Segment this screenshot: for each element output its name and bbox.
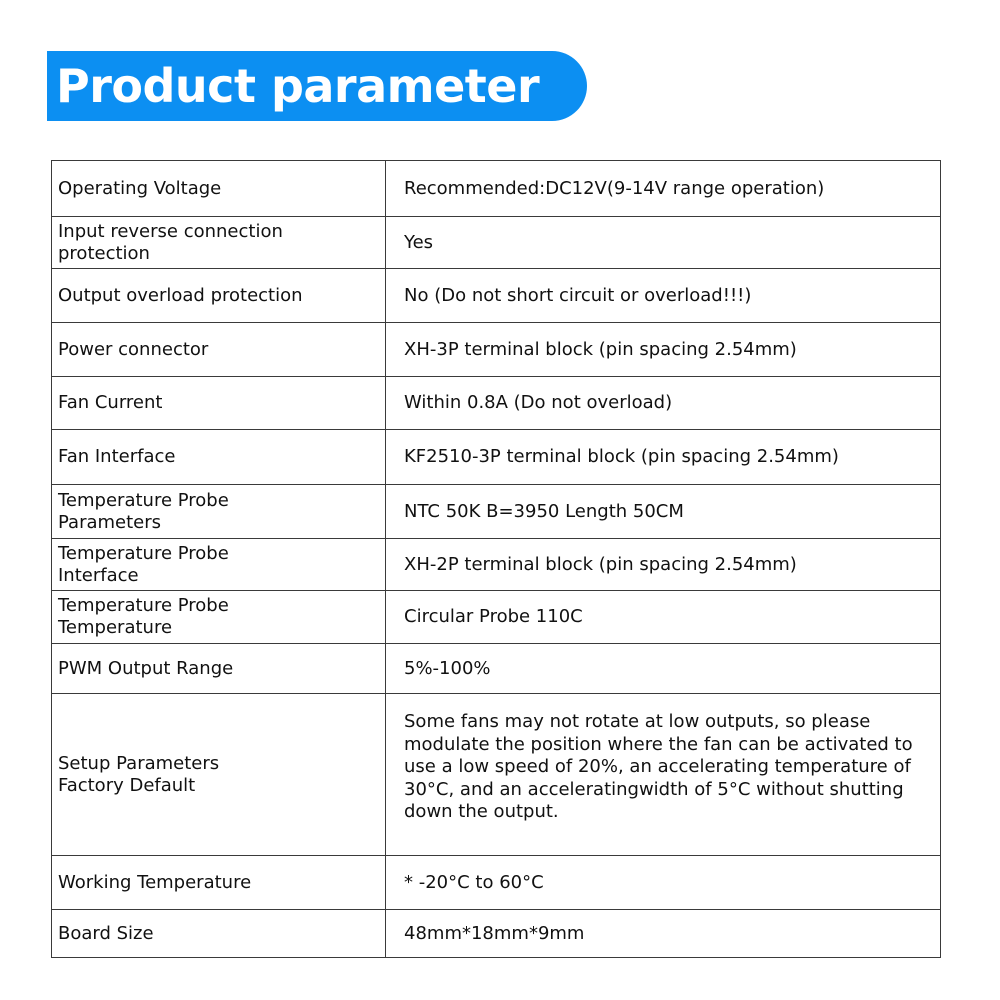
parameter-value: 5%-100%: [386, 644, 941, 694]
page-title: Product parameter: [56, 59, 540, 113]
parameter-value: Circular Probe 110C: [386, 591, 941, 644]
parameter-value: No (Do not short circuit or overload!!!): [386, 269, 941, 323]
parameter-value: Within 0.8A (Do not overload): [386, 377, 941, 430]
parameter-label: Temperature Probe Temperature: [52, 591, 386, 644]
table-row: [52, 485, 941, 539]
table-row: [52, 269, 941, 323]
table-row: [52, 217, 941, 269]
parameter-value: Some fans may not rotate at low outputs, so please modulate the position where the fan can be activated to use a low speed of 20%, an accelerating temperature of 30°C, and an acceleratingwidth of 5°C without shutting down the output.: [386, 694, 941, 856]
parameter-label: Board Size: [52, 910, 386, 958]
parameter-label: Temperature Probe Interface: [52, 539, 386, 591]
parameter-label: Setup Parameters Factory Default: [52, 694, 386, 856]
parameter-value: KF2510-3P terminal block (pin spacing 2.54mm): [386, 430, 941, 485]
table-row: [52, 323, 941, 377]
parameter-label: Temperature Probe Parameters: [52, 485, 386, 539]
table-row: [52, 430, 941, 485]
parameter-value: * -20°C to 60°C: [386, 856, 941, 910]
parameter-table: [51, 160, 941, 958]
table-row: [52, 856, 941, 910]
table-row: [52, 377, 941, 430]
parameter-value: Yes: [386, 217, 941, 269]
table-row: [52, 591, 941, 644]
parameter-label: Input reverse connection protection: [52, 217, 386, 269]
parameter-value: XH-3P terminal block (pin spacing 2.54mm): [386, 323, 941, 377]
parameter-label: Working Temperature: [52, 856, 386, 910]
table-row: [52, 161, 941, 217]
table-row: [52, 910, 941, 958]
parameter-label: Power connector: [52, 323, 386, 377]
parameter-label: Operating Voltage: [52, 161, 386, 217]
table-row: [52, 539, 941, 591]
parameter-value: Recommended:DC12V(9-14V range operation): [386, 161, 941, 217]
table-row: [52, 694, 941, 856]
title-banner: [47, 51, 587, 121]
parameter-value: NTC 50K B=3950 Length 50CM: [386, 485, 941, 539]
parameter-label: Fan Current: [52, 377, 386, 430]
parameter-value: 48mm*18mm*9mm: [386, 910, 941, 958]
table-row: [52, 644, 941, 694]
parameter-label: Fan Interface: [52, 430, 386, 485]
parameter-value: XH-2P terminal block (pin spacing 2.54mm): [386, 539, 941, 591]
parameter-label: Output overload protection: [52, 269, 386, 323]
parameter-label: PWM Output Range: [52, 644, 386, 694]
